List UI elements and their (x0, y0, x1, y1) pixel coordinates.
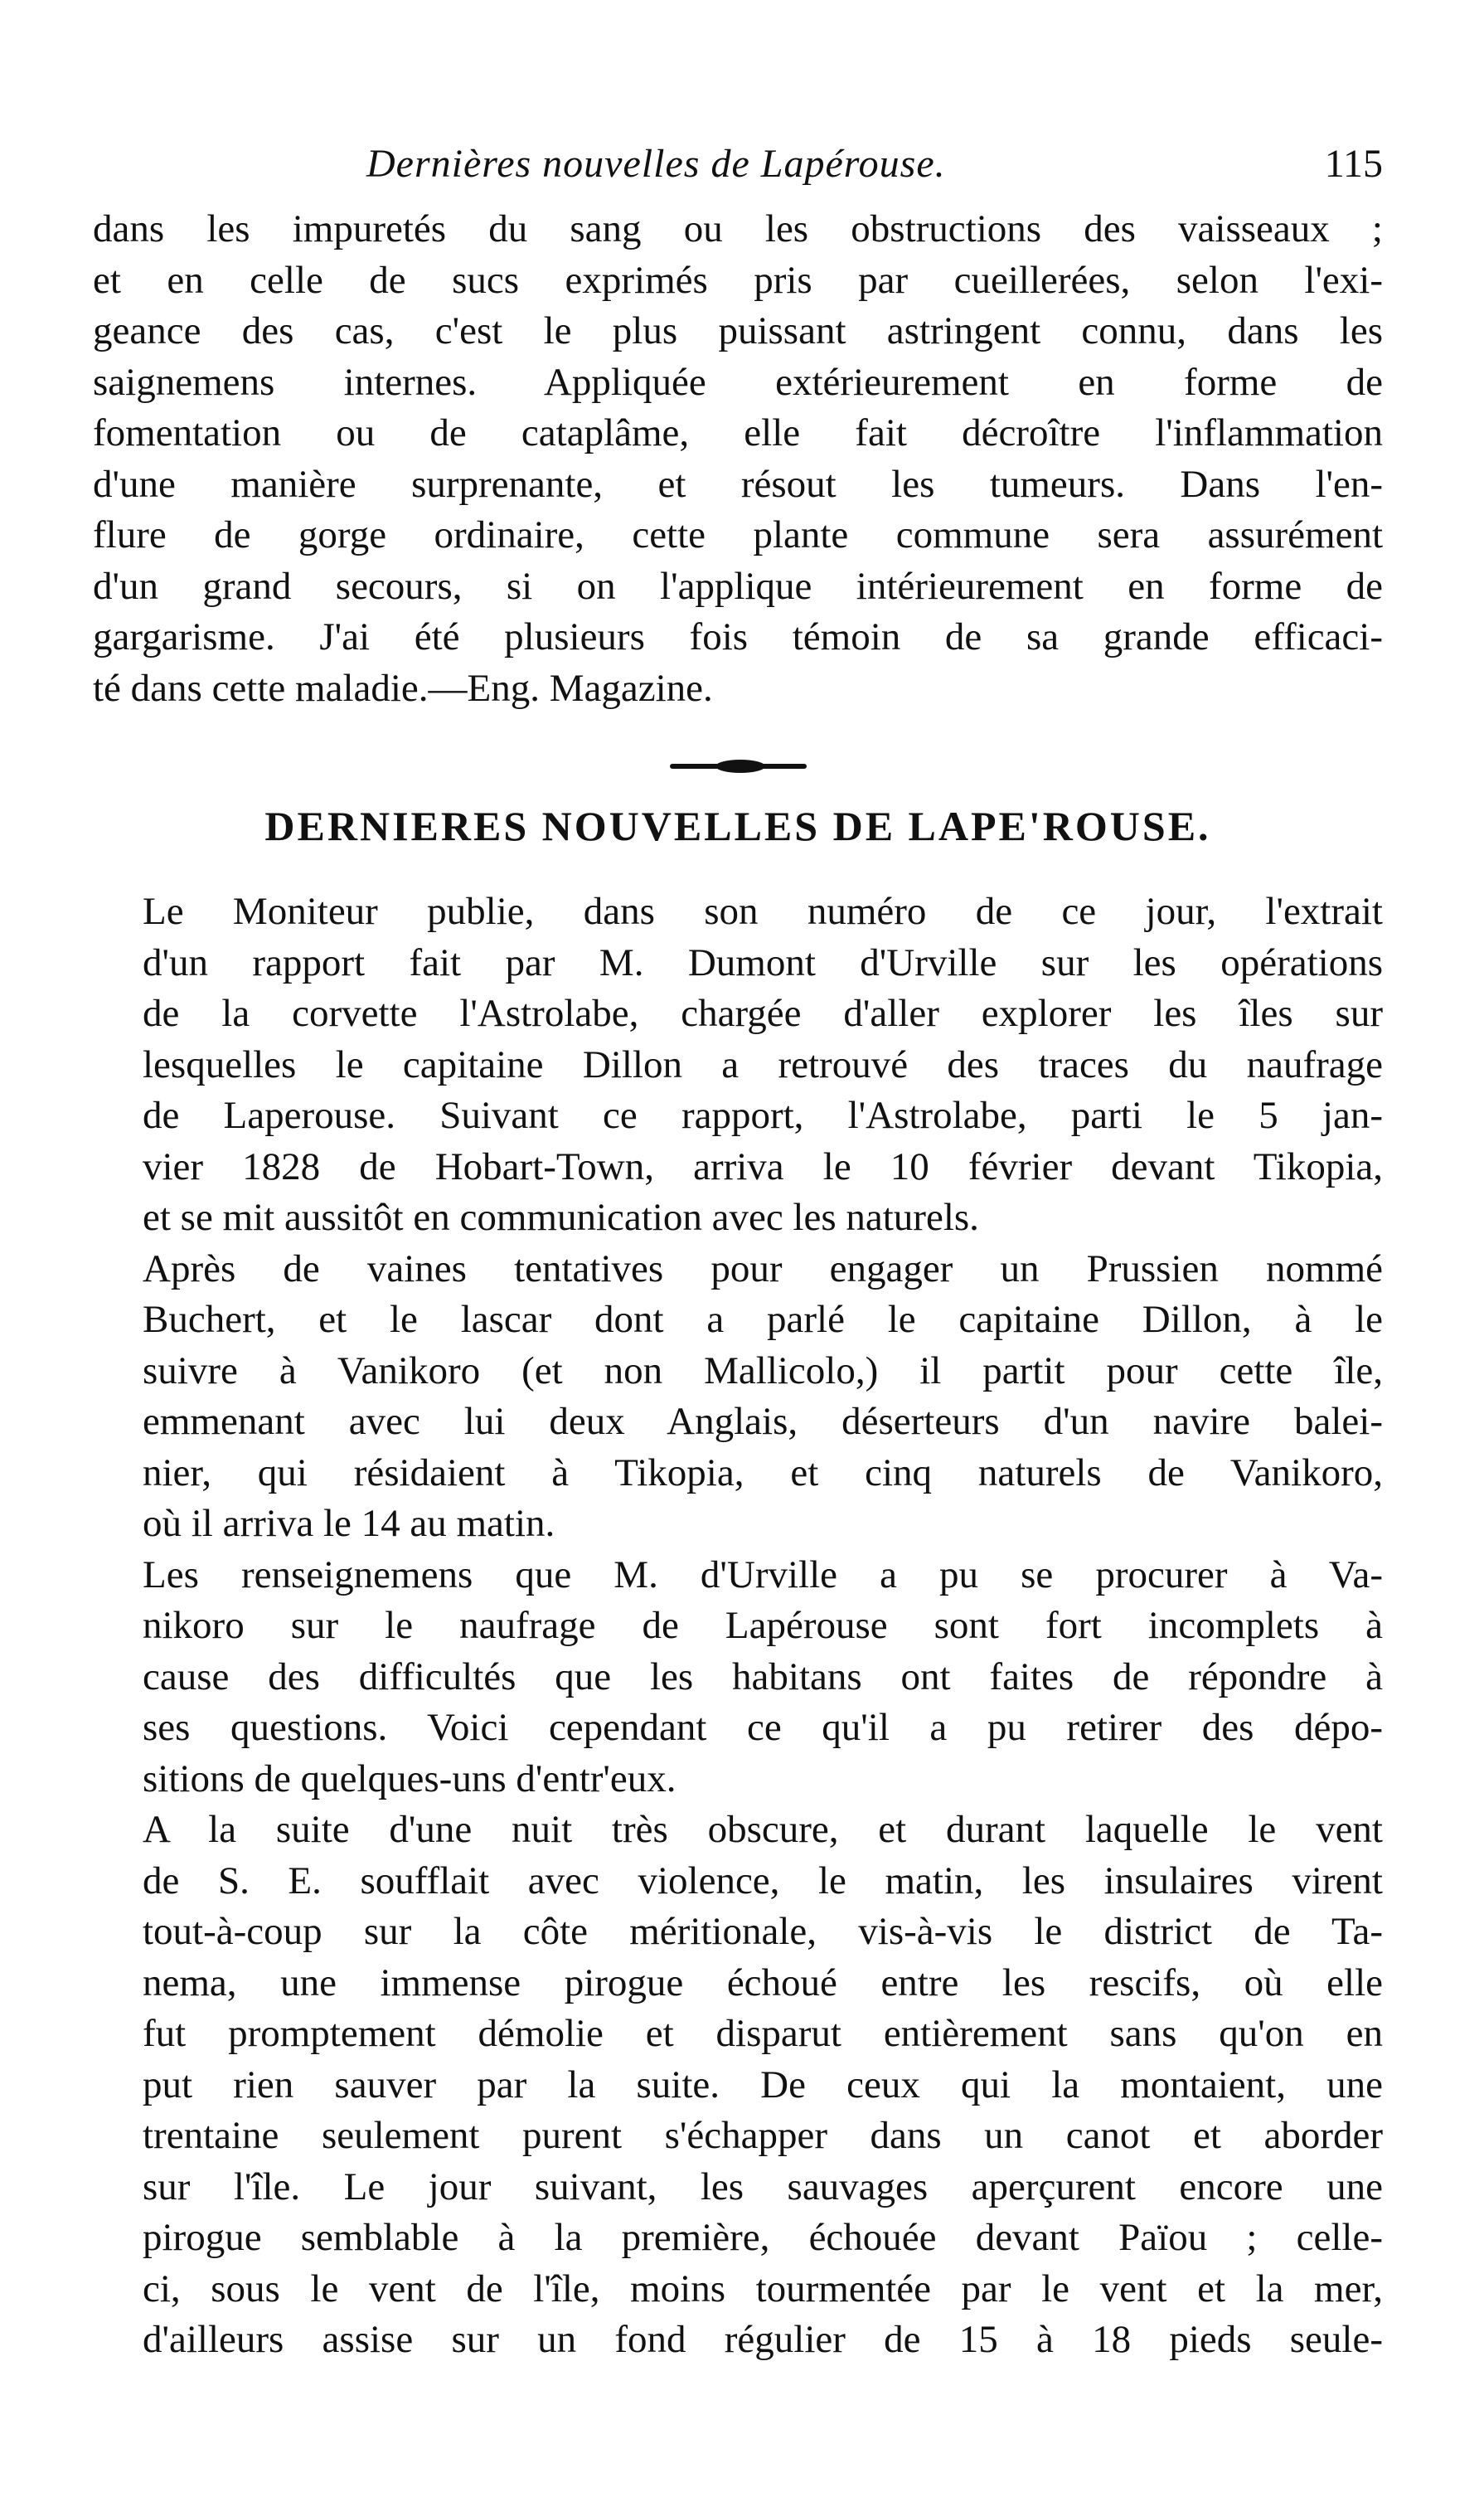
text-line: gargarisme. J'ai été plusieurs fois témoin de sa grande efficaci- (93, 615, 1383, 658)
section-title: DERNIERES NOUVELLES DE LAPE'ROUSE. (264, 803, 1211, 849)
text-line: geance des cas, c'est le plus puissant astringent connu, dans les (93, 309, 1383, 352)
text-line: où il arriva le 14 au matin. (143, 1502, 555, 1545)
text-line: Les renseignemens que M. d'Urville a pu se procurer à Va- (143, 1552, 1383, 1596)
paragraph-2 (93, 1244, 1383, 1550)
text-line: d'ailleurs assise sur un fond régulier de 15 à 18 pieds seule- (143, 2318, 1383, 2361)
paragraph-1 (93, 887, 1383, 1244)
text-line: dans les impuretés du sang ou les obstructions des vaisseaux ; (93, 207, 1383, 250)
document-page (93, 133, 1383, 2366)
text-line: d'un rapport fait par M. Dumont d'Urville sur les opérations (143, 940, 1383, 984)
text-line: nier, qui résidaient à Tikopia, et cinq naturels de Vanikoro, (143, 1450, 1383, 1494)
text-line: Le Moniteur publie, dans son numéro de ce jour, l'extrait (143, 890, 1383, 933)
text-line: A la suite d'une nuit très obscure, et durant laquelle le vent (143, 1808, 1383, 1851)
page-number: 115 (1324, 142, 1383, 186)
text-line: trentaine seulement purent s'échapper dans un canot et aborder (143, 2114, 1383, 2157)
text-line: sitions de quelques-uns d'entr'eux. (143, 1756, 677, 1800)
text-line: Après de vaines tentatives pour engager un Prussien nommé (143, 1246, 1383, 1290)
text-line: de Laperouse. Suivant ce rapport, l'Astrolabe, parti le 5 jan- (143, 1094, 1383, 1137)
text-line: flure de gorge ordinaire, cette plante commune sera assurément (93, 513, 1383, 556)
text-line: d'une manière surprenante, et résout les tumeurs. Dans l'en- (93, 462, 1383, 506)
text-line: emmenant avec lui deux Anglais, déserteurs d'un navire balei- (143, 1400, 1383, 1443)
text-line: ci, sous le vent de l'île, moins tourmentée par le vent et la mer, (143, 2267, 1383, 2310)
text-line: fut promptement démolie et disparut entièrement sans qu'on en (143, 2012, 1383, 2055)
text-line: d'un grand secours, si on l'applique intérieurement en forme de (93, 564, 1383, 608)
text-line: cause des difficultés que les habitans ont faites de répondre à (143, 1654, 1383, 1698)
text-line: ses questions. Voici cependant ce qu'il a pu retirer des dépo- (143, 1706, 1383, 1749)
paragraph-4 (93, 1805, 1383, 2366)
text-line: sur l'île. Le jour suivant, les sauvages aperçurent encore une (143, 2164, 1383, 2208)
text-line: saignemens internes. Appliquée extérieurement en forme de (93, 360, 1383, 404)
text-line: de S. E. soufflait avec violence, le matin, les insulaires virent (143, 1858, 1383, 1902)
text-line: fomentation ou de cataplâme, elle fait décroître l'inflammation (93, 411, 1383, 454)
text-line: nikoro sur le naufrage de Lapérouse sont fort incomplets à (143, 1604, 1383, 1647)
divider-ornament-icon (93, 764, 1383, 769)
paragraph-3 (93, 1550, 1383, 1805)
text-line: et en celle de sucs exprimés pris par cueillerées, selon l'exi- (93, 258, 1383, 302)
text-line: vier 1828 de Hobart-Town, arriva le 10 février devant Tikopia, (143, 1144, 1383, 1188)
text-line: tout-à-coup sur la côte méritionale, vis-à-vis le district de Ta- (143, 1910, 1383, 1953)
text-line: Buchert, et le lascar dont a parlé le capitaine Dillon, à le (143, 1298, 1383, 1341)
text-line: et se mit aussitôt en communication avec les naturels. (143, 1196, 979, 1239)
text-line: nema, une immense pirogue échoué entre les rescifs, où elle (143, 1960, 1383, 2004)
continuation-paragraph (93, 204, 1383, 714)
text-line: lesquelles le capitaine Dillon a retrouvé des traces du naufrage (143, 1042, 1383, 1086)
text-line: suivre à Vanikoro (et non Mallicolo,) il partit pour cette île, (143, 1348, 1383, 1392)
text-line: té dans cette maladie.—Eng. Magazine. (93, 666, 713, 710)
text-line: put rien sauver par la suite. De ceux qui la montaient, une (143, 2062, 1383, 2106)
running-title: Dernières nouvelles de Lapérouse. (366, 142, 946, 186)
text-line: de la corvette l'Astrolabe, chargée d'aller explorer les îles sur (143, 992, 1383, 1035)
text-line: pirogue semblable à la première, échouée devant Païou ; celle- (143, 2216, 1383, 2259)
running-header (93, 133, 1383, 199)
